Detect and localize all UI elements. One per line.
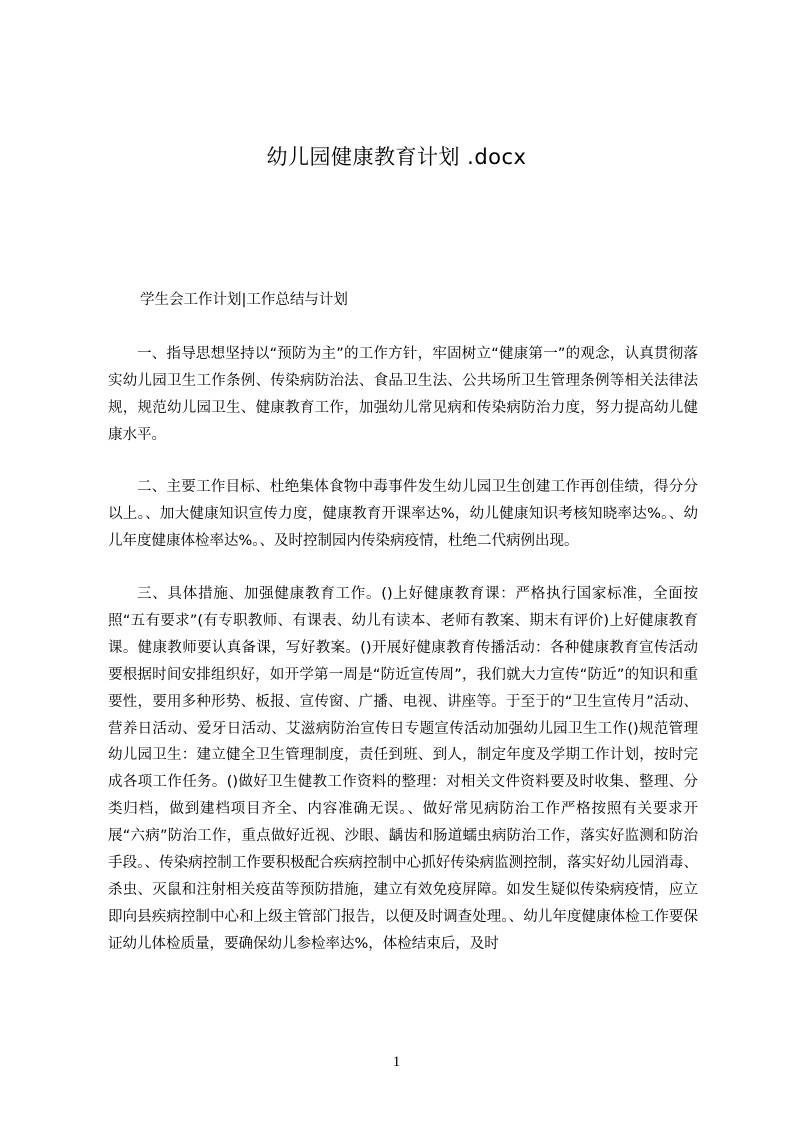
page-number: 1 (392, 1054, 401, 1070)
page-title: 幼儿园健康教育计划 .docx (266, 145, 527, 169)
paragraph-main-goals: 二、主要工作目标、杜绝集体食物中毒事件发生幼儿园卫生创建工作再创佳绩，得分分以上。、加大健康知识宣传力度，健康教育开课率达%，幼儿健康知识考核知晓率达%。、幼儿年度健康体检率达%。、及时控制园内传染病疫情，杜绝二代病例出现。 (108, 479, 698, 549)
paragraph-guiding-ideology: 一、指导思想坚持以“预防为主”的工作方针，牢固树立“健康第一”的观念，认真贯彻落实幼儿园卫生工作条例、传染病防治法、食品卫生法、公共场所卫生管理条例等相关法律法规，规范幼儿园卫生、健康教育工作，加强幼儿常见病和传染病防治力度，努力提高幼儿健康水平。 (108, 346, 698, 443)
paragraph-specific-measures: 三、具体措施、加强健康教育工作。()上好健康教育课：严格执行国家标准，全面按照“五有要求”(有专职教师、有课表、幼儿有读本、老师有教案、期末有评价)上好健康教育课。健康教师要认真备课，写好教案。()开展好健康教育传播活动：各种健康教育宣传活动要根据时间安排组织好，如开学第一周是“防近宣传周”，我们就大力宣传“防近”的知识和重要性，要用多种形势、板报、宣传窗、广播、电视、讲座等。于至于的“卫生宣传月”活动、营养日活动、爱牙日活动、艾滋病防治宣传日专题宣传活动加强幼儿园卫生工作()规范管理幼儿园卫生：建立健全卫生管理制度，责任到班、到人，制定年度及学期工作计划，按时完成各项工作任务。()做好卫生健教工作资料的整理：对相关文件资料要及时收集、整理、分类归档，做到建档项目齐全、内容准确无误。、做好常见病防治工作严格按照有关要求开展“六病”防治工作，重点做好近视、沙眼、龋齿和肠道蠕虫病防治工作，落实好监测和防治手段。、传染病控制工作要积极配合疾病控制中心抓好传染病监测控制，落实好幼儿园消毒、杀虫、灭鼠和注射相关疫苗等预防措施，建立有效免疫屏障。如发生疑似传染病疫情，应立即向县疾病控制中心和上级主管部门报告，以便及时调查处理。、幼儿年度健康体检工作要保证幼儿体检质量，要确保幼儿参检率达%，体检结束后，及时 (108, 586, 698, 952)
document-subtitle: 学生会工作计划|工作总结与计划 (140, 292, 348, 308)
